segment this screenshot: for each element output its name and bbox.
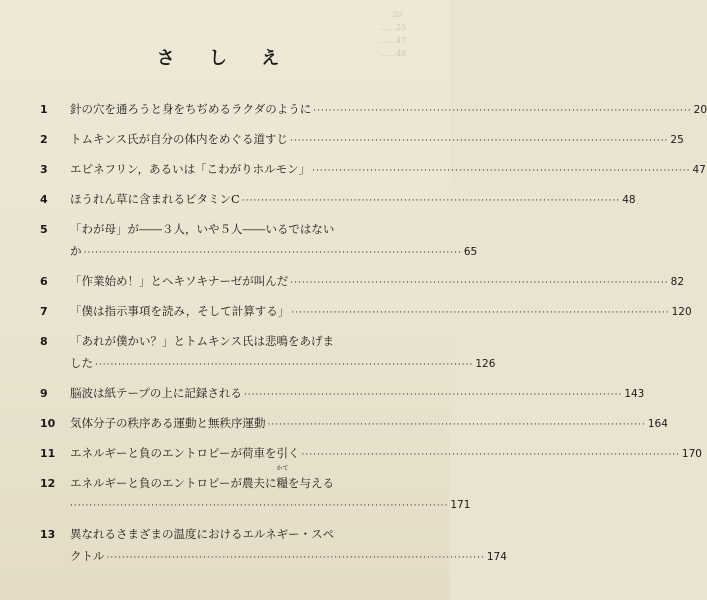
page-number: 174 [486,551,507,563]
entry-title: エネルギーと負のエントロピーが荷車を引く [70,446,300,460]
page-number: 82 [670,276,685,288]
entry-title: 「僕は指示事項を読み，そして計算する」 [70,304,290,318]
page-number: 47 [692,164,706,176]
leader-dots [268,414,646,436]
entry-title-continued: した [70,356,93,370]
page-number: 170 [681,448,702,460]
leader-dots [84,242,462,264]
list-item [40,465,471,517]
page-number: 126 [475,358,496,370]
illustration-list [0,98,707,569]
entry-number: 7 [40,305,48,318]
entry-number: 9 [40,387,48,400]
entry-title-continued: クトル [70,549,105,563]
entry-number: 3 [40,163,48,176]
entry-title: 「あれが僕かい？」とトムキンス氏は悲鳴をあげま [70,334,335,348]
ruby-base: 糧 かて [276,465,289,490]
bleed-line: ……47 [380,36,407,45]
list-item [40,300,692,324]
list-item [40,442,702,466]
page-number: 20 [693,104,707,116]
entry-title-continued: か [70,244,82,258]
leader-dots [312,160,690,182]
entry-title: 針の穴を通ろうと身をちぢめるラクダのように [70,102,312,116]
entry-number: 13 [40,528,56,541]
list-item [40,98,707,122]
entry-title: 脳波は紙テープの上に記録される [70,386,242,400]
leader-dots [70,495,448,517]
entry-number: 8 [40,335,48,348]
page-number: 171 [450,499,471,511]
list-item [40,330,496,376]
page-number: 143 [624,388,645,400]
entry-number: 2 [40,133,48,146]
entry-number: 6 [40,275,48,288]
list-item [40,128,684,152]
leader-dots [290,130,668,152]
ruby-reading: かて [276,465,289,472]
entry-title: 気体分子の秩序ある運動と無秩序運動 [70,416,266,430]
page-number: 48 [622,194,636,206]
leader-dots [290,272,668,294]
list-item [40,412,668,436]
entry-number: 12 [40,477,56,490]
leader-dots [313,100,691,122]
page-number: 25 [670,134,684,146]
entry-title: 「作業始め！」とヘキソキナーゼが叫んだ [70,274,289,288]
leader-dots [244,384,622,406]
entry-title: トムキンス氏が自分の体内をめぐる道すじ [70,132,289,146]
entry-number: 10 [40,417,56,430]
leader-dots [242,190,620,212]
entry-number: 11 [40,447,56,460]
entry-title: 異なれるさまざまの温度におけるエルネギー・スペ [70,527,335,541]
bleed-line: 20 [392,10,403,19]
bleed-line: ……25 [380,23,407,32]
entry-title: エピネフリン，あるいは「こわがりホルモン」 [70,162,311,176]
entry-number: 4 [40,193,48,206]
page-number: 65 [463,246,478,258]
list-item [40,523,507,569]
leader-dots [302,444,680,466]
list-item [40,188,636,212]
page-number: 164 [647,418,668,430]
list-item [40,270,685,294]
list-item [40,382,645,406]
entry-title: ほうれん草に含まれるビタミンC [70,192,240,206]
list-item [40,218,478,264]
leader-dots [107,547,485,569]
leader-dots [291,302,669,324]
entry-title: エネルギーと負のエントロピーが農夫に糧 かて を与える [70,465,335,490]
bleed-line: ……48 [380,49,407,58]
entry-title: 「わが母」が――３人，いや５人――いるではない [70,222,335,236]
leader-dots [95,354,473,376]
list-item [40,158,706,182]
entry-number: 1 [40,103,48,116]
page-number: 120 [671,306,692,318]
page-title: さ し え [156,48,294,69]
entry-number: 5 [40,223,48,236]
